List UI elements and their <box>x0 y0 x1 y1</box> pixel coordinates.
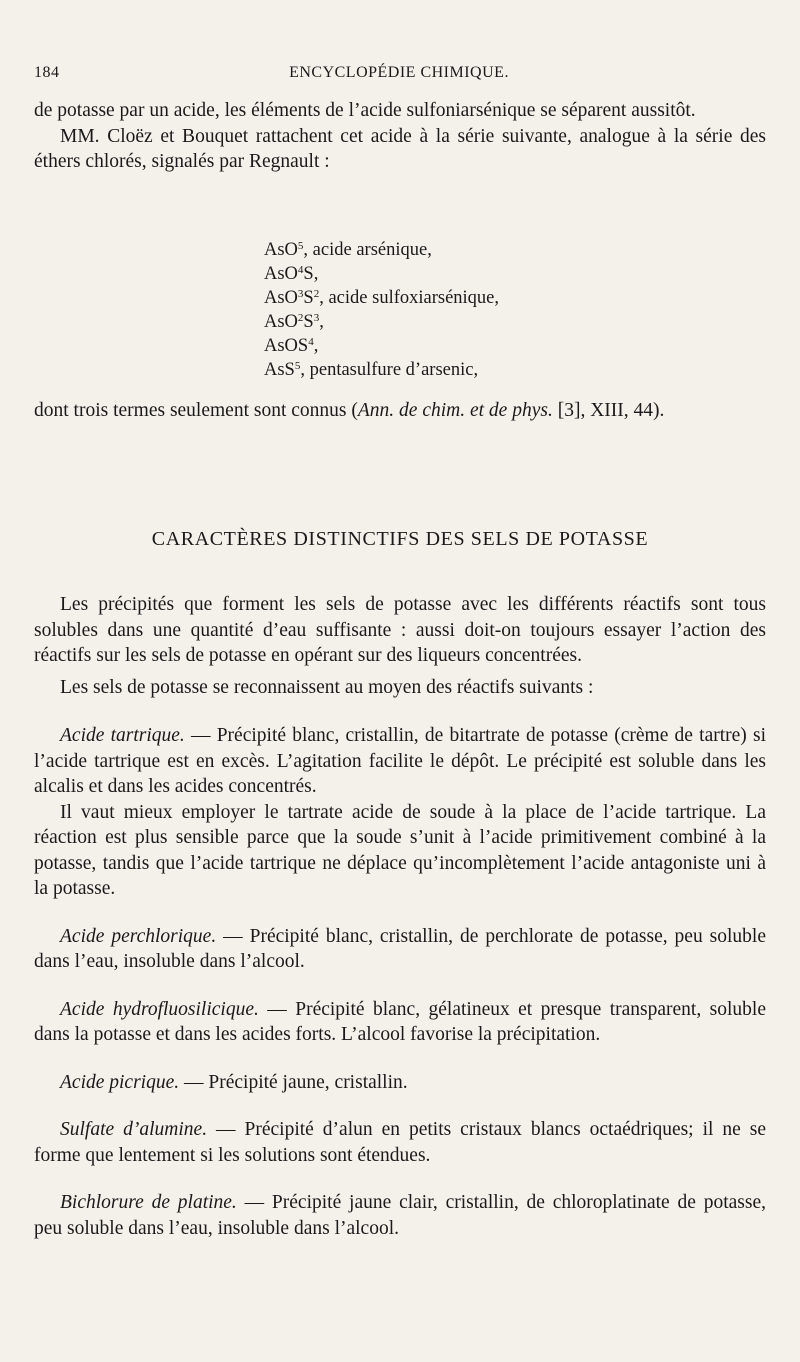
reagent-label: Sulfate d’alumine. <box>60 1119 208 1140</box>
reagent-label: Acide perchlorique. <box>60 925 217 947</box>
reagent-tartrique: Acide tartrique. — Précipité blanc, cristallin, de bitartrate de potasse (crème de tartre) si l’acide tartrique est en excès. L’agitation facilite le dépôt. Le précipité est soluble dans les alcalis et dans les acides concentrés. <box>34 725 766 797</box>
section-body <box>34 592 766 1241</box>
reagent-alumine: Sulfate d’alumine. — Précipité d’alun en petits cristaux blancs octaédriques; il ne se forme que lentement si les solutions sont étendues. <box>34 1119 766 1166</box>
reagent-label: Bichlorure de platine. <box>60 1192 237 1213</box>
reagent-hydrofluosilicique: Acide hydrofluosilicique. — Précipité blanc, gélatineux et presque transparent, soluble dans la potasse et dans les acides forts. L’alcool favorise la précipitation. <box>34 998 766 1045</box>
intro-paragraph-1: de potasse par un acide, les éléments de l’acide sulfoniarsénique se séparent aussitôt. <box>34 100 696 121</box>
intro-paragraph-2: MM. Cloëz et Bouquet rattachent cet acide à la série suivante, analogue à la série des éthers chlorés, signalés par Regnault : <box>34 125 766 172</box>
after-formulas-block <box>34 398 766 424</box>
reagent-perchlorique: Acide perchlorique. — Précipité blanc, cristallin, de perchlorate de potasse, peu soluble dans l’eau, insoluble dans l’alcool. <box>34 925 766 972</box>
citation: Ann. de chim. et de phys. <box>357 400 553 421</box>
reagent-picrique: Acide picrique. — Précipité jaune, cristallin. <box>60 1071 408 1093</box>
section-heading: CARACTÈRES DISTINCTIFS DES SELS DE POTASSE <box>151 528 649 550</box>
formula-list <box>264 238 499 382</box>
intro-block <box>34 98 766 175</box>
formula-line: $AsO^2S^3$, <box>264 312 324 332</box>
reagent-tartrique-note: Il vaut mieux employer le tartrate acide de soude à la place de l’acide tartrique. La réaction est plus sensible parce que la soude s’unit à l’acide primitivement combiné à la potasse, tandis que l’acide tartrique ne déplace qu’incomplètement l’acide antagoniste uni à la potasse. <box>34 801 766 899</box>
section-intro-1: Les précipités que forment les sels de potasse avec les différents réactifs sont tous solubles dans une quantité d’eau suffisante : aussi doit-on toujours essayer l’action des réactifs sur les sels de potasse en opérant sur des liqueurs concentrées. <box>34 594 766 666</box>
formula-line: AsO$^5$, acide arsénique, <box>264 240 432 260</box>
formula-line: AsOS$^4$, <box>264 336 319 356</box>
section-intro-2: Les sels de potasse se reconnaissent au moyen des réactifs suivants : <box>60 676 594 698</box>
reagent-platine: Bichlorure de platine. — Précipité jaune clair, cristallin, de chloroplatinate de potasse, peu soluble dans l’eau, insoluble dans l’alcool. <box>34 1192 766 1239</box>
reagent-label: Acide picrique. <box>60 1071 180 1093</box>
formula-line: AsO$^4$S, <box>264 264 319 284</box>
running-title: ENCYCLOPÉDIE CHIMIQUE. <box>289 64 509 81</box>
formula-line: $AsO^3S^2$, acide sulfoxiarsénique, <box>264 288 500 308</box>
formula-line: AsS$^5$, pentasulfure d’arsenic, <box>264 360 479 380</box>
reagent-label: Acide tartrique. <box>60 725 185 746</box>
after-formulas-paragraph: dont trois termes seulement sont connus (Ann. de chim. et de phys. [3], XIII, 44). <box>34 400 665 421</box>
reagent-label: Acide hydrofluosilicique. <box>60 998 259 1020</box>
page-header <box>34 64 764 86</box>
page-number: 184 <box>34 64 60 81</box>
